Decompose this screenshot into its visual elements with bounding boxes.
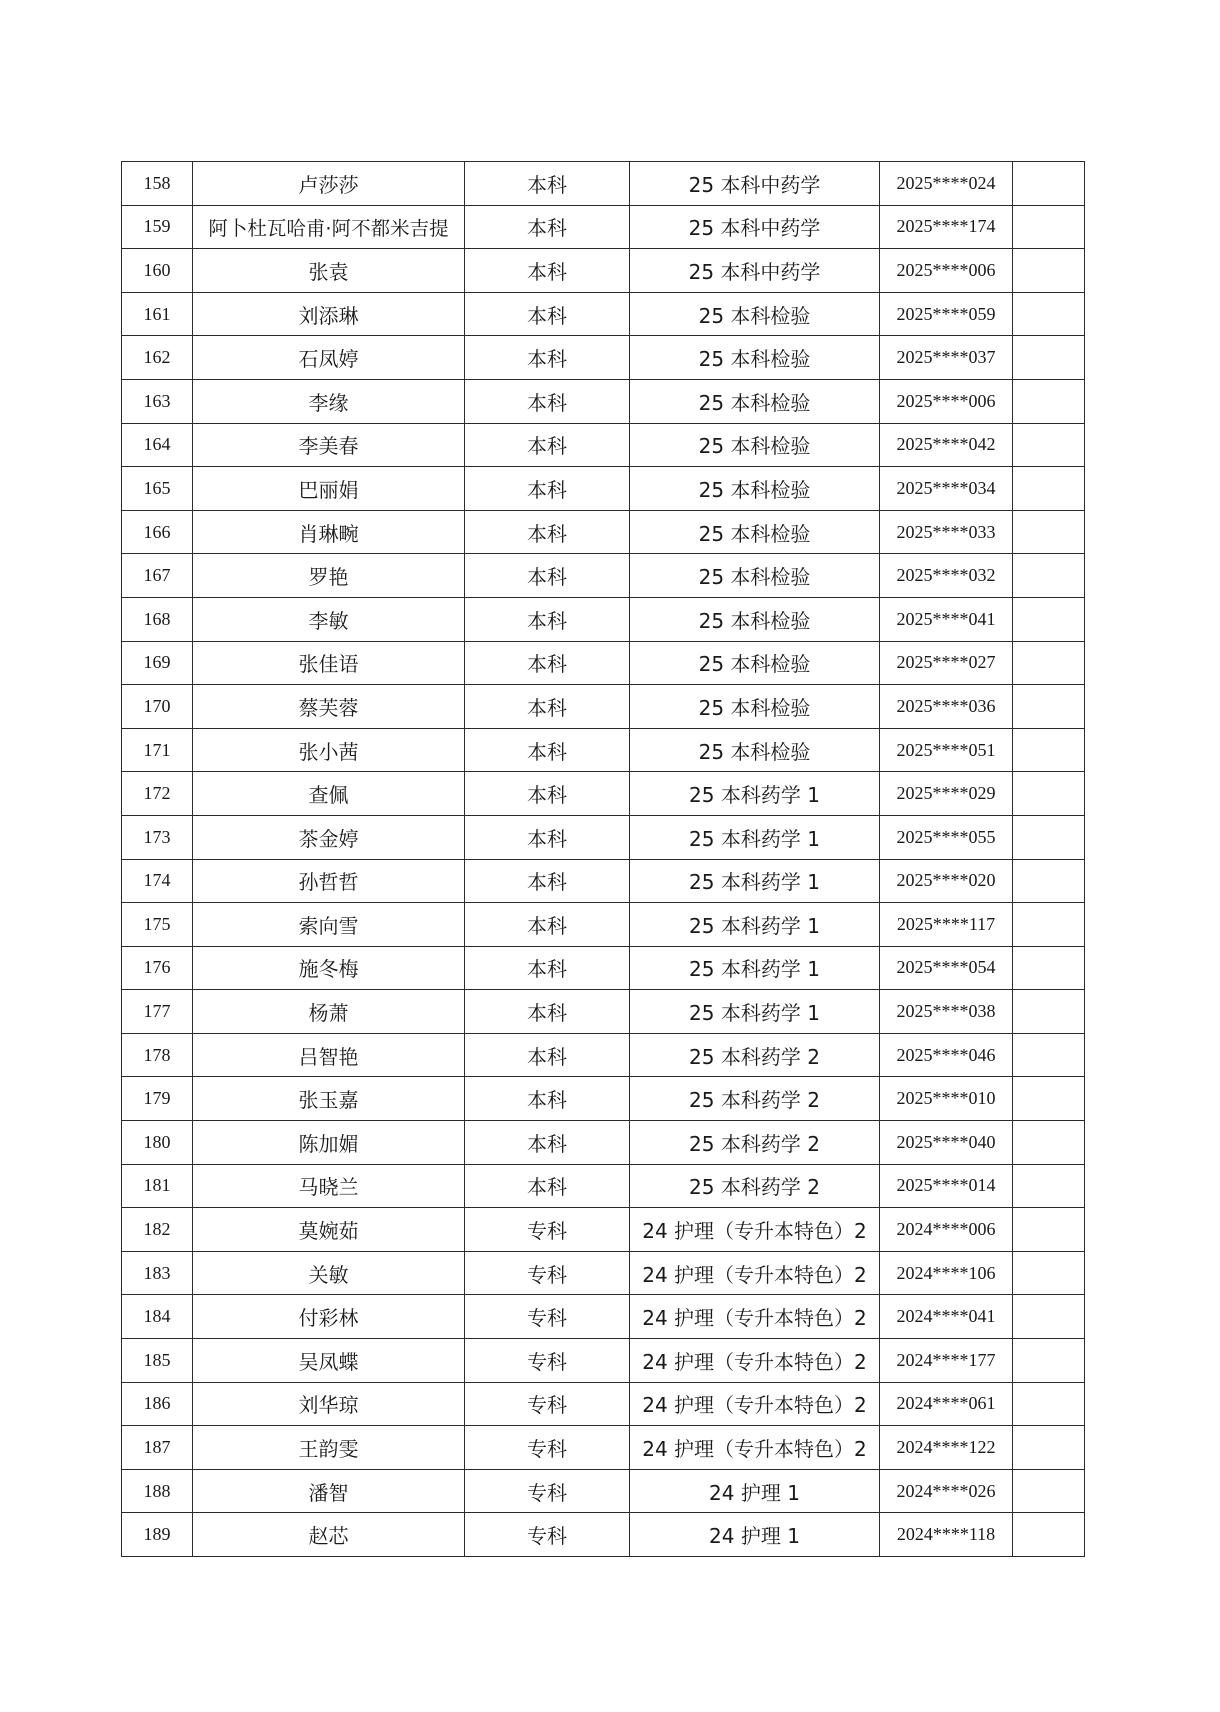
class-name: 25 本科中药学 <box>630 205 880 249</box>
student-name: 赵芯 <box>193 1513 465 1557</box>
student-name: 肖琳畹 <box>193 510 465 554</box>
table-row <box>122 1513 1085 1557</box>
student-name: 吴凤蝶 <box>193 1339 465 1383</box>
class-name: 25 本科中药学 <box>630 162 880 206</box>
student-id: 2025****033 <box>880 510 1013 554</box>
row-number: 186 <box>122 1382 193 1426</box>
student-name: 关敏 <box>193 1251 465 1295</box>
row-number: 168 <box>122 597 193 641</box>
table-row <box>122 815 1085 859</box>
education-level: 本科 <box>465 1121 630 1165</box>
student-name: 索向雪 <box>193 903 465 947</box>
student-id: 2024****041 <box>880 1295 1013 1339</box>
student-id: 2025****055 <box>880 815 1013 859</box>
student-name: 潘智 <box>193 1469 465 1513</box>
row-number: 183 <box>122 1251 193 1295</box>
education-level: 本科 <box>465 903 630 947</box>
education-level: 本科 <box>465 336 630 380</box>
student-name: 李美春 <box>193 423 465 467</box>
student-name: 吕智艳 <box>193 1033 465 1077</box>
table-row <box>122 467 1085 511</box>
row-number: 163 <box>122 379 193 423</box>
class-name: 24 护理（专升本特色）2 <box>630 1208 880 1252</box>
remark-cell <box>1013 423 1085 467</box>
remark-cell <box>1013 1077 1085 1121</box>
row-number: 160 <box>122 249 193 293</box>
row-number: 171 <box>122 728 193 772</box>
table-row <box>122 510 1085 554</box>
remark-cell <box>1013 946 1085 990</box>
remark-cell <box>1013 641 1085 685</box>
remark-cell <box>1013 1121 1085 1165</box>
row-number: 173 <box>122 815 193 859</box>
education-level: 专科 <box>465 1469 630 1513</box>
class-name: 25 本科检验 <box>630 728 880 772</box>
student-name: 刘添琳 <box>193 292 465 336</box>
remark-cell <box>1013 554 1085 598</box>
student-name: 王韵雯 <box>193 1426 465 1470</box>
education-level: 专科 <box>465 1251 630 1295</box>
education-level: 本科 <box>465 162 630 206</box>
table-row <box>122 1077 1085 1121</box>
student-roster-table <box>121 161 1085 1557</box>
class-name: 25 本科检验 <box>630 292 880 336</box>
table-row <box>122 772 1085 816</box>
student-id: 2024****177 <box>880 1339 1013 1383</box>
remark-cell <box>1013 249 1085 293</box>
class-name: 24 护理（专升本特色）2 <box>630 1426 880 1470</box>
student-name: 李敏 <box>193 597 465 641</box>
education-level: 本科 <box>465 815 630 859</box>
student-name: 张袁 <box>193 249 465 293</box>
remark-cell <box>1013 685 1085 729</box>
student-name: 莫婉茹 <box>193 1208 465 1252</box>
education-level: 本科 <box>465 1033 630 1077</box>
table-row <box>122 162 1085 206</box>
student-id: 2025****014 <box>880 1164 1013 1208</box>
student-name: 马晓兰 <box>193 1164 465 1208</box>
remark-cell <box>1013 597 1085 641</box>
education-level: 本科 <box>465 990 630 1034</box>
education-level: 本科 <box>465 467 630 511</box>
class-name: 25 本科药学 1 <box>630 772 880 816</box>
table-row <box>122 685 1085 729</box>
student-id: 2025****010 <box>880 1077 1013 1121</box>
table-row <box>122 641 1085 685</box>
class-name: 25 本科检验 <box>630 554 880 598</box>
row-number: 164 <box>122 423 193 467</box>
student-id: 2025****041 <box>880 597 1013 641</box>
row-number: 169 <box>122 641 193 685</box>
remark-cell <box>1013 1164 1085 1208</box>
remark-cell <box>1013 1251 1085 1295</box>
class-name: 25 本科药学 2 <box>630 1121 880 1165</box>
student-id: 2025****042 <box>880 423 1013 467</box>
remark-cell <box>1013 1339 1085 1383</box>
table-row <box>122 728 1085 772</box>
remark-cell <box>1013 1033 1085 1077</box>
table-row <box>122 1033 1085 1077</box>
class-name: 25 本科检验 <box>630 336 880 380</box>
row-number: 165 <box>122 467 193 511</box>
education-level: 本科 <box>465 554 630 598</box>
student-id: 2024****122 <box>880 1426 1013 1470</box>
remark-cell <box>1013 205 1085 249</box>
student-name: 卢莎莎 <box>193 162 465 206</box>
student-id: 2024****106 <box>880 1251 1013 1295</box>
student-name: 陈加媚 <box>193 1121 465 1165</box>
table-row <box>122 554 1085 598</box>
table-row <box>122 423 1085 467</box>
remark-cell <box>1013 772 1085 816</box>
row-number: 188 <box>122 1469 193 1513</box>
class-name: 25 本科检验 <box>630 510 880 554</box>
table-row <box>122 946 1085 990</box>
student-name: 石凤婷 <box>193 336 465 380</box>
student-name: 阿卜杜瓦哈甫·阿不都米吉提 <box>193 205 465 249</box>
remark-cell <box>1013 1382 1085 1426</box>
class-name: 24 护理（专升本特色）2 <box>630 1339 880 1383</box>
table-row <box>122 1164 1085 1208</box>
row-number: 178 <box>122 1033 193 1077</box>
table-row <box>122 1469 1085 1513</box>
class-name: 25 本科药学 2 <box>630 1077 880 1121</box>
remark-cell <box>1013 1295 1085 1339</box>
row-number: 179 <box>122 1077 193 1121</box>
remark-cell <box>1013 162 1085 206</box>
remark-cell <box>1013 1469 1085 1513</box>
student-id: 2025****040 <box>880 1121 1013 1165</box>
education-level: 本科 <box>465 510 630 554</box>
row-number: 167 <box>122 554 193 598</box>
student-id: 2025****117 <box>880 903 1013 947</box>
education-level: 本科 <box>465 685 630 729</box>
class-name: 25 本科药学 2 <box>630 1033 880 1077</box>
table-row <box>122 859 1085 903</box>
education-level: 本科 <box>465 597 630 641</box>
class-name: 25 本科药学 1 <box>630 815 880 859</box>
class-name: 25 本科检验 <box>630 641 880 685</box>
row-number: 161 <box>122 292 193 336</box>
class-name: 24 护理 1 <box>630 1513 880 1557</box>
student-id: 2024****006 <box>880 1208 1013 1252</box>
remark-cell <box>1013 859 1085 903</box>
row-number: 185 <box>122 1339 193 1383</box>
student-name: 孙哲哲 <box>193 859 465 903</box>
student-id: 2025****174 <box>880 205 1013 249</box>
row-number: 189 <box>122 1513 193 1557</box>
remark-cell <box>1013 1208 1085 1252</box>
table-row <box>122 597 1085 641</box>
table-row <box>122 1382 1085 1426</box>
student-name: 查佩 <box>193 772 465 816</box>
remark-cell <box>1013 379 1085 423</box>
row-number: 172 <box>122 772 193 816</box>
class-name: 24 护理（专升本特色）2 <box>630 1382 880 1426</box>
row-number: 184 <box>122 1295 193 1339</box>
class-name: 25 本科检验 <box>630 423 880 467</box>
student-id: 2025****032 <box>880 554 1013 598</box>
student-name: 巴丽娟 <box>193 467 465 511</box>
table-row <box>122 1339 1085 1383</box>
remark-cell <box>1013 336 1085 380</box>
remark-cell <box>1013 292 1085 336</box>
education-level: 专科 <box>465 1426 630 1470</box>
class-name: 25 本科药学 2 <box>630 1164 880 1208</box>
student-id: 2024****026 <box>880 1469 1013 1513</box>
student-id: 2025****038 <box>880 990 1013 1034</box>
student-name: 杨萧 <box>193 990 465 1034</box>
row-number: 170 <box>122 685 193 729</box>
education-level: 专科 <box>465 1513 630 1557</box>
education-level: 本科 <box>465 249 630 293</box>
remark-cell <box>1013 1513 1085 1557</box>
student-id: 2025****020 <box>880 859 1013 903</box>
education-level: 本科 <box>465 1077 630 1121</box>
class-name: 24 护理（专升本特色）2 <box>630 1251 880 1295</box>
table-row <box>122 205 1085 249</box>
student-id: 2025****059 <box>880 292 1013 336</box>
education-level: 专科 <box>465 1382 630 1426</box>
education-level: 专科 <box>465 1295 630 1339</box>
remark-cell <box>1013 815 1085 859</box>
student-name: 罗艳 <box>193 554 465 598</box>
table-row <box>122 903 1085 947</box>
remark-cell <box>1013 510 1085 554</box>
student-id: 2025****034 <box>880 467 1013 511</box>
table-row <box>122 1295 1085 1339</box>
class-name: 24 护理 1 <box>630 1469 880 1513</box>
student-id: 2025****029 <box>880 772 1013 816</box>
row-number: 176 <box>122 946 193 990</box>
student-name: 张玉嘉 <box>193 1077 465 1121</box>
row-number: 174 <box>122 859 193 903</box>
education-level: 本科 <box>465 292 630 336</box>
student-id: 2025****024 <box>880 162 1013 206</box>
table-row <box>122 990 1085 1034</box>
row-number: 159 <box>122 205 193 249</box>
table-row <box>122 1208 1085 1252</box>
education-level: 本科 <box>465 859 630 903</box>
table-row <box>122 379 1085 423</box>
row-number: 181 <box>122 1164 193 1208</box>
student-name: 张小茜 <box>193 728 465 772</box>
class-name: 25 本科检验 <box>630 597 880 641</box>
student-name: 刘华琼 <box>193 1382 465 1426</box>
row-number: 180 <box>122 1121 193 1165</box>
student-id: 2024****061 <box>880 1382 1013 1426</box>
education-level: 专科 <box>465 1339 630 1383</box>
class-name: 25 本科检验 <box>630 379 880 423</box>
student-id: 2025****054 <box>880 946 1013 990</box>
class-name: 25 本科检验 <box>630 467 880 511</box>
student-id: 2025****046 <box>880 1033 1013 1077</box>
row-number: 166 <box>122 510 193 554</box>
table-row <box>122 292 1085 336</box>
class-name: 24 护理（专升本特色）2 <box>630 1295 880 1339</box>
education-level: 本科 <box>465 379 630 423</box>
education-level: 本科 <box>465 772 630 816</box>
remark-cell <box>1013 1426 1085 1470</box>
student-id: 2025****027 <box>880 641 1013 685</box>
row-number: 177 <box>122 990 193 1034</box>
class-name: 25 本科药学 1 <box>630 990 880 1034</box>
education-level: 本科 <box>465 946 630 990</box>
remark-cell <box>1013 467 1085 511</box>
class-name: 25 本科检验 <box>630 685 880 729</box>
class-name: 25 本科药学 1 <box>630 859 880 903</box>
education-level: 本科 <box>465 423 630 467</box>
student-name: 施冬梅 <box>193 946 465 990</box>
row-number: 158 <box>122 162 193 206</box>
row-number: 175 <box>122 903 193 947</box>
student-id: 2025****006 <box>880 379 1013 423</box>
student-id: 2025****036 <box>880 685 1013 729</box>
class-name: 25 本科中药学 <box>630 249 880 293</box>
table-row <box>122 249 1085 293</box>
student-name: 蔡芙蓉 <box>193 685 465 729</box>
education-level: 本科 <box>465 1164 630 1208</box>
education-level: 本科 <box>465 641 630 685</box>
student-id: 2025****006 <box>880 249 1013 293</box>
table-row <box>122 1121 1085 1165</box>
table-row <box>122 1426 1085 1470</box>
table-row <box>122 1251 1085 1295</box>
row-number: 162 <box>122 336 193 380</box>
student-id: 2025****037 <box>880 336 1013 380</box>
student-id: 2024****118 <box>880 1513 1013 1557</box>
class-name: 25 本科药学 1 <box>630 903 880 947</box>
remark-cell <box>1013 903 1085 947</box>
row-number: 182 <box>122 1208 193 1252</box>
student-name: 张佳语 <box>193 641 465 685</box>
class-name: 25 本科药学 1 <box>630 946 880 990</box>
education-level: 专科 <box>465 1208 630 1252</box>
roster-body <box>122 162 1085 1557</box>
student-name: 茶金婷 <box>193 815 465 859</box>
education-level: 本科 <box>465 205 630 249</box>
education-level: 本科 <box>465 728 630 772</box>
table-row <box>122 336 1085 380</box>
student-id: 2025****051 <box>880 728 1013 772</box>
remark-cell <box>1013 990 1085 1034</box>
row-number: 187 <box>122 1426 193 1470</box>
student-name: 李缘 <box>193 379 465 423</box>
student-name: 付彩林 <box>193 1295 465 1339</box>
remark-cell <box>1013 728 1085 772</box>
